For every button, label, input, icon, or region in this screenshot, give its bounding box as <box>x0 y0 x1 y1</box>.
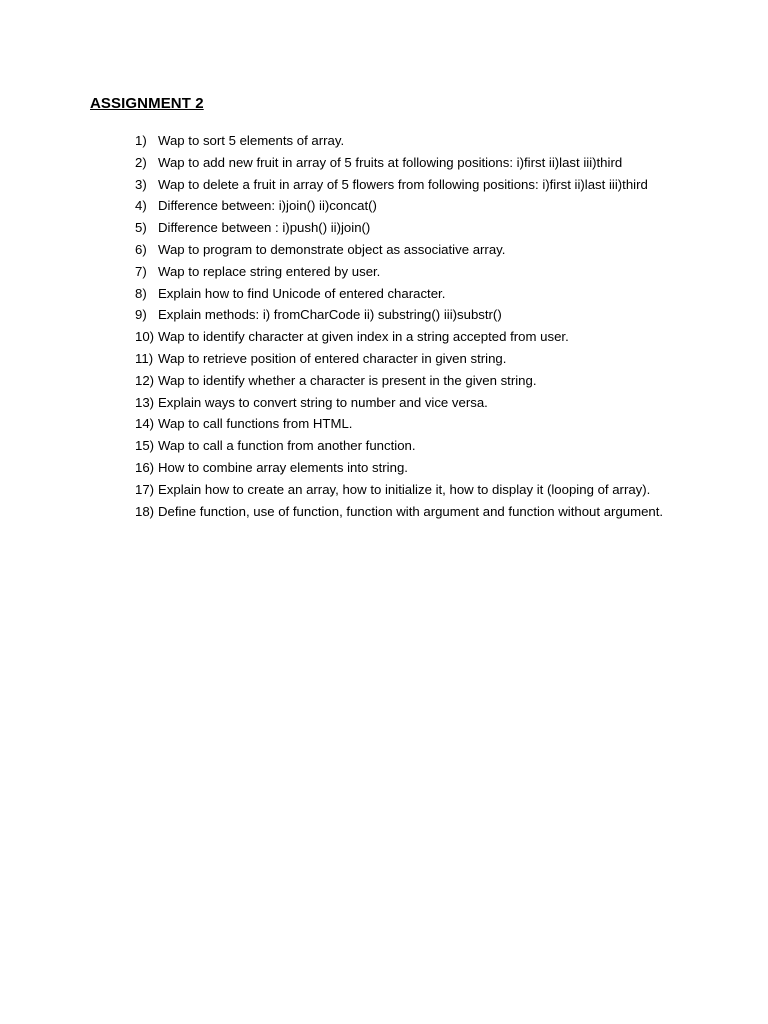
list-item <box>0 152 768 174</box>
list-item-number: 4) <box>135 198 147 214</box>
list-item-text: Explain ways to convert string to number and vice versa. <box>158 394 488 410</box>
list-item <box>0 217 768 239</box>
list-item-text: How to combine array elements into string. <box>158 459 408 475</box>
list-item-text: Wap to retrieve position of entered character in given string. <box>158 350 507 366</box>
list-item <box>0 479 768 501</box>
list-item-text: Wap to replace string entered by user. <box>158 263 381 279</box>
list-item-text: Explain methods: i) fromCharCode ii) substring() iii)substr() <box>158 307 502 323</box>
list-item-number: 18) <box>135 503 155 519</box>
list-item-text: Difference between: i)join() ii)concat() <box>158 198 377 214</box>
page-title: ASSIGNMENT 2 <box>90 95 204 112</box>
list-item <box>0 435 768 457</box>
list-item-text: Difference between : i)push() ii)join() <box>158 220 371 236</box>
list-item-number: 12) <box>135 372 155 388</box>
list-item <box>0 392 768 414</box>
list-item-number: 16) <box>135 459 155 475</box>
list-item-number: 2) <box>135 154 147 170</box>
list-item-number: 15) <box>135 438 155 454</box>
list-item-number: 13) <box>135 394 155 410</box>
list-item-number: 7) <box>135 263 147 279</box>
question-list <box>0 130 768 522</box>
list-item-number: 6) <box>135 241 147 257</box>
list-item-text: Define function, use of function, function with argument and function without argument. <box>158 503 664 519</box>
list-item <box>0 304 768 326</box>
list-item-number: 14) <box>135 416 155 432</box>
list-item <box>0 283 768 305</box>
list-item-text: Wap to call a function from another function. <box>158 438 416 454</box>
list-item-text: Explain how to find Unicode of entered character. <box>158 285 446 301</box>
list-item-number: 1) <box>135 133 147 148</box>
list-item-text: Wap to call functions from HTML. <box>158 416 353 432</box>
list-item-number: 9) <box>135 307 147 323</box>
list-item-number: 17) <box>135 481 155 497</box>
list-item <box>0 326 768 348</box>
list-item-text: Wap to sort 5 elements of array. <box>158 133 345 148</box>
list-item <box>0 130 768 152</box>
list-item <box>0 174 768 196</box>
list-item-text: Explain how to create an array, how to initialize it, how to display it (looping of array). <box>158 481 651 497</box>
list-item-number: 5) <box>135 220 147 236</box>
list-item-text: Wap to identify whether a character is present in the given string. <box>158 372 537 388</box>
list-item <box>0 239 768 261</box>
list-item <box>0 261 768 283</box>
list-item <box>0 348 768 370</box>
list-item-number: 3) <box>135 176 147 192</box>
list-item <box>0 370 768 392</box>
list-item <box>0 413 768 435</box>
list-item-number: 8) <box>135 285 147 301</box>
list-item <box>0 501 768 523</box>
list-item-text: Wap to program to demonstrate object as associative array. <box>158 241 506 257</box>
list-item-text: Wap to add new fruit in array of 5 fruits at following positions: i)first ii)last iii)third <box>158 154 623 170</box>
list-item-text: Wap to identify character at given index in a string accepted from user. <box>158 329 569 345</box>
list-item-text: Wap to delete a fruit in array of 5 flowers from following positions: i)first ii)last iii)third <box>158 176 648 192</box>
list-item <box>0 195 768 217</box>
list-item <box>0 457 768 479</box>
list-item-number: 10) <box>135 329 155 345</box>
list-item-number: 11) <box>135 350 154 366</box>
